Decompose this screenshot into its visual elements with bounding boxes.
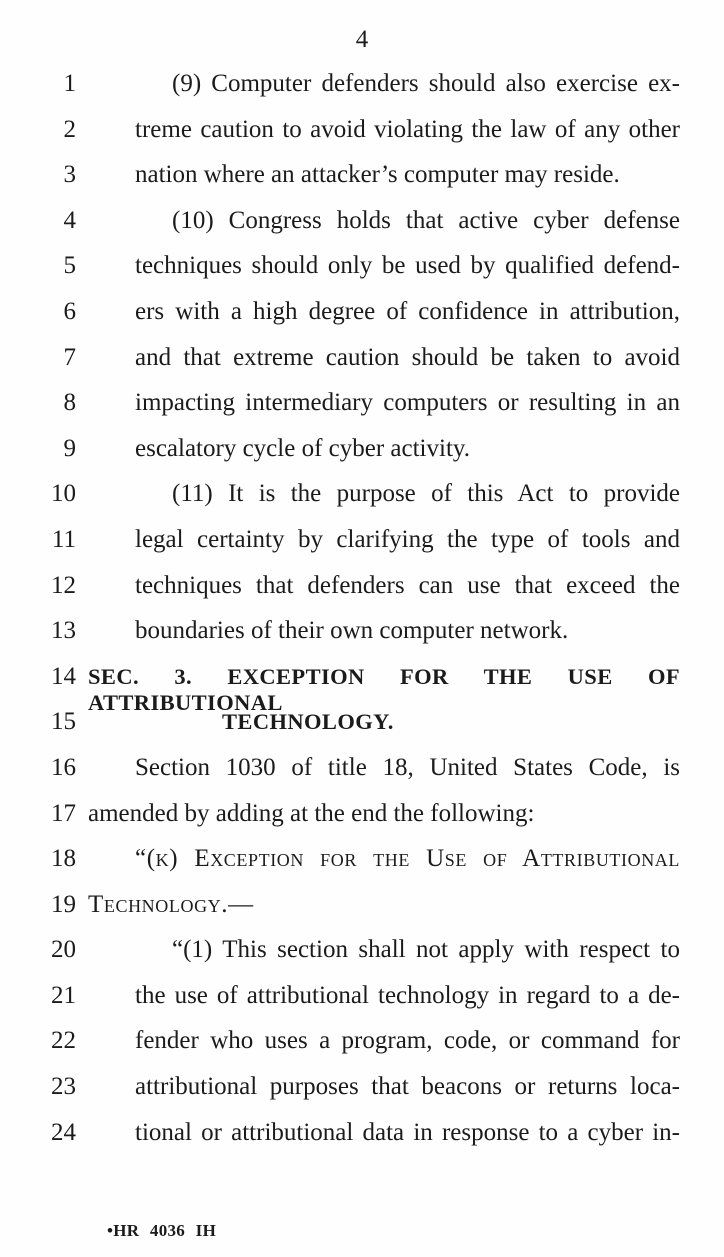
bill-line bbox=[0, 435, 680, 481]
line-number: 17 bbox=[51, 799, 76, 827]
bill-text-body bbox=[0, 70, 680, 1164]
bill-line bbox=[0, 116, 680, 162]
bill-line bbox=[0, 1119, 680, 1165]
bill-line bbox=[0, 754, 680, 800]
bill-line bbox=[0, 800, 680, 846]
bill-line bbox=[0, 572, 680, 618]
line-number: 10 bbox=[51, 480, 76, 508]
line-number: 11 bbox=[51, 525, 76, 553]
line-number: 8 bbox=[63, 389, 76, 417]
bill-line bbox=[0, 1027, 680, 1073]
bill-line bbox=[0, 891, 680, 937]
line-number: 15 bbox=[51, 708, 76, 736]
line-text: Section 1030 of title 18, United States Code, is bbox=[135, 753, 680, 781]
line-text: and that extreme caution should be taken to avoid bbox=[135, 343, 680, 371]
line-number: 23 bbox=[51, 1073, 76, 1101]
bill-line bbox=[0, 298, 680, 344]
bill-line bbox=[0, 526, 680, 572]
line-text: tional or attributional data in response to a cyber in- bbox=[135, 1118, 680, 1146]
bill-line bbox=[0, 662, 680, 715]
bill-line bbox=[0, 161, 680, 207]
bill-line bbox=[0, 344, 680, 390]
line-text: SEC. 3. EXCEPTION FOR THE USE OF ATTRIBUTIONAL bbox=[88, 663, 680, 715]
line-text: (11) It is the purpose of this Act to provide bbox=[172, 480, 680, 508]
line-number: 2 bbox=[63, 115, 76, 143]
line-text: nation where an attacker’s computer may reside. bbox=[135, 161, 620, 189]
line-text: “(k) Exception for the Use of Attributional bbox=[135, 845, 680, 873]
line-number: 19 bbox=[51, 890, 76, 918]
line-text: attributional purposes that beacons or returns loca- bbox=[135, 1073, 680, 1101]
line-number: 12 bbox=[51, 571, 76, 599]
line-text: amended by adding at the end the following: bbox=[88, 799, 535, 827]
line-text: impacting intermediary computers or resulting in an bbox=[135, 389, 680, 417]
line-number: 9 bbox=[63, 434, 76, 462]
line-text: TECHNOLOGY. bbox=[222, 709, 394, 735]
line-text: legal certainty by clarifying the type of tools and bbox=[135, 525, 680, 553]
bill-line bbox=[0, 480, 680, 526]
line-number: 18 bbox=[51, 845, 76, 873]
line-number: 16 bbox=[51, 753, 76, 781]
line-text: the use of attributional technology in regard to a de- bbox=[135, 981, 680, 1009]
line-text: “(1) This section shall not apply with respect to bbox=[172, 936, 680, 964]
bill-line bbox=[0, 936, 680, 982]
line-text: fender who uses a program, code, or command for bbox=[135, 1027, 680, 1055]
bill-line bbox=[0, 617, 680, 663]
line-number: 20 bbox=[51, 936, 76, 964]
line-number: 22 bbox=[51, 1027, 76, 1055]
bill-line bbox=[0, 207, 680, 253]
line-number: 21 bbox=[51, 981, 76, 1009]
line-text: techniques should only be used by qualified defend- bbox=[135, 252, 680, 280]
bill-line bbox=[0, 70, 680, 116]
line-text: (10) Congress holds that active cyber defense bbox=[172, 206, 680, 234]
line-number: 6 bbox=[63, 297, 76, 325]
line-number: 3 bbox=[63, 161, 76, 189]
bill-line bbox=[0, 252, 680, 298]
line-number: 24 bbox=[51, 1118, 76, 1146]
page-number: 4 bbox=[355, 26, 369, 53]
line-number: 5 bbox=[63, 252, 76, 280]
line-number: 7 bbox=[63, 343, 76, 371]
line-text: Technology.— bbox=[88, 890, 254, 918]
line-text: ers with a high degree of confidence in attribution, bbox=[135, 297, 680, 325]
line-text: boundaries of their own computer network. bbox=[135, 617, 569, 645]
line-text: treme caution to avoid violating the law of any other bbox=[135, 115, 680, 143]
line-number: 13 bbox=[51, 617, 76, 645]
bill-line bbox=[0, 1073, 680, 1119]
line-text: escalatory cycle of cyber activity. bbox=[135, 434, 471, 462]
footer-citation: •HR 4036 IH bbox=[107, 1221, 217, 1240]
bill-line bbox=[0, 982, 680, 1028]
bill-line bbox=[0, 389, 680, 435]
line-number: 4 bbox=[63, 206, 76, 234]
line-number: 1 bbox=[63, 70, 76, 97]
bill-line bbox=[0, 845, 680, 891]
line-text: techniques that defenders can use that exceed the bbox=[135, 571, 680, 599]
line-number: 14 bbox=[51, 662, 76, 690]
line-text: (9) Computer defenders should also exercise ex- bbox=[172, 70, 680, 97]
